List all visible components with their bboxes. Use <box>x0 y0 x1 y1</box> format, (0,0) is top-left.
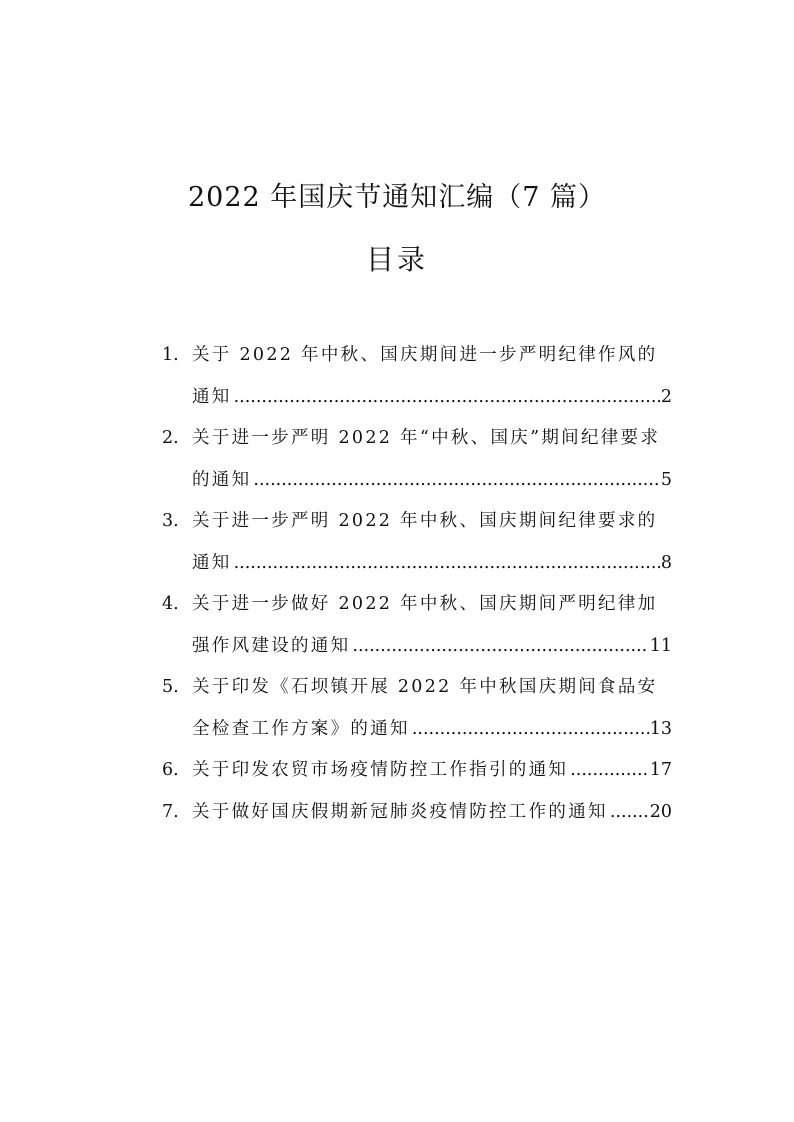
toc-entry-5[interactable] <box>162 667 672 750</box>
toc-entry-title-tail: 关于印发农贸市场疫情防控工作指引的通知 <box>192 760 569 780</box>
toc-entry-title-tail: 的通知 <box>192 469 252 490</box>
toc-entry-title-line: 关于进一步严明 2022 年“中秋、国庆”期间纪律要求 <box>192 428 661 448</box>
toc-entry-number: 2. <box>162 428 179 448</box>
toc-entry-number: 4. <box>162 594 179 614</box>
toc-entry-number: 7. <box>162 801 179 822</box>
toc-entry-1[interactable] <box>162 335 672 418</box>
dot-leader <box>234 543 660 585</box>
toc-entry-title-line: 关于印发《石坝镇开展 2022 年中秋国庆期间食品安 <box>192 677 658 697</box>
toc-entry-leader-line <box>192 460 672 502</box>
toc-entry-leader-line <box>192 709 672 751</box>
toc-entry-title-tail: 全检查工作方案》的通知 <box>192 718 410 739</box>
dot-leader <box>234 377 660 419</box>
toc-entry-7[interactable] <box>162 792 672 834</box>
toc-entry-6[interactable] <box>162 750 672 792</box>
toc-entry-title-tail: 关于做好国庆假期新冠肺炎疫情防控工作的通知 <box>192 801 608 822</box>
toc-entry-page-number: 2 <box>660 386 672 407</box>
toc-heading: 目录 <box>365 243 428 276</box>
toc-entry-title-tail: 强作风建设的通知 <box>192 635 351 656</box>
toc-entry-title-tail: 通知 <box>192 552 232 573</box>
toc-entry-page-number: 17 <box>649 760 672 780</box>
toc-entry-number: 5. <box>162 677 179 697</box>
toc-entry-number: 6. <box>162 760 179 780</box>
toc-entry-title-line: 关于进一步做好 2022 年中秋、国庆期间严明纪律加 <box>192 594 658 614</box>
dot-leader <box>412 709 649 751</box>
toc-entry-page-number: 13 <box>649 718 672 739</box>
toc-entry-page-number: 8 <box>660 552 672 573</box>
toc-entry-leader-line <box>192 543 672 585</box>
toc-entry-page-number: 20 <box>649 801 672 822</box>
toc-entry-number: 1. <box>162 345 179 365</box>
toc-entry-3[interactable] <box>162 501 672 584</box>
dot-leader <box>610 792 649 834</box>
toc-entry-leader-line <box>192 626 672 668</box>
toc-entry-page-number: 5 <box>660 469 672 490</box>
dot-leader <box>352 626 648 668</box>
toc-entry-leader-line <box>192 750 672 792</box>
dot-leader <box>570 750 649 792</box>
toc-entry-title-line: 关于进一步严明 2022 年中秋、国庆期间纪律要求的 <box>192 511 658 531</box>
toc-entry-page-number: 11 <box>649 635 672 656</box>
toc-entry-title-tail: 通知 <box>192 386 232 407</box>
toc-entry-leader-line <box>192 377 672 419</box>
toc-entry-title-line: 关于 2022 年中秋、国庆期间进一步严明纪律作风的 <box>192 345 658 365</box>
toc-entry-4[interactable] <box>162 584 672 667</box>
document-title: 2022 年国庆节通知汇编（7 篇） <box>187 182 607 213</box>
dot-leader <box>253 460 659 502</box>
toc-entry-leader-line <box>192 792 672 834</box>
toc-entry-2[interactable] <box>162 418 672 501</box>
table-of-contents <box>162 335 672 833</box>
toc-entry-number: 3. <box>162 511 179 531</box>
